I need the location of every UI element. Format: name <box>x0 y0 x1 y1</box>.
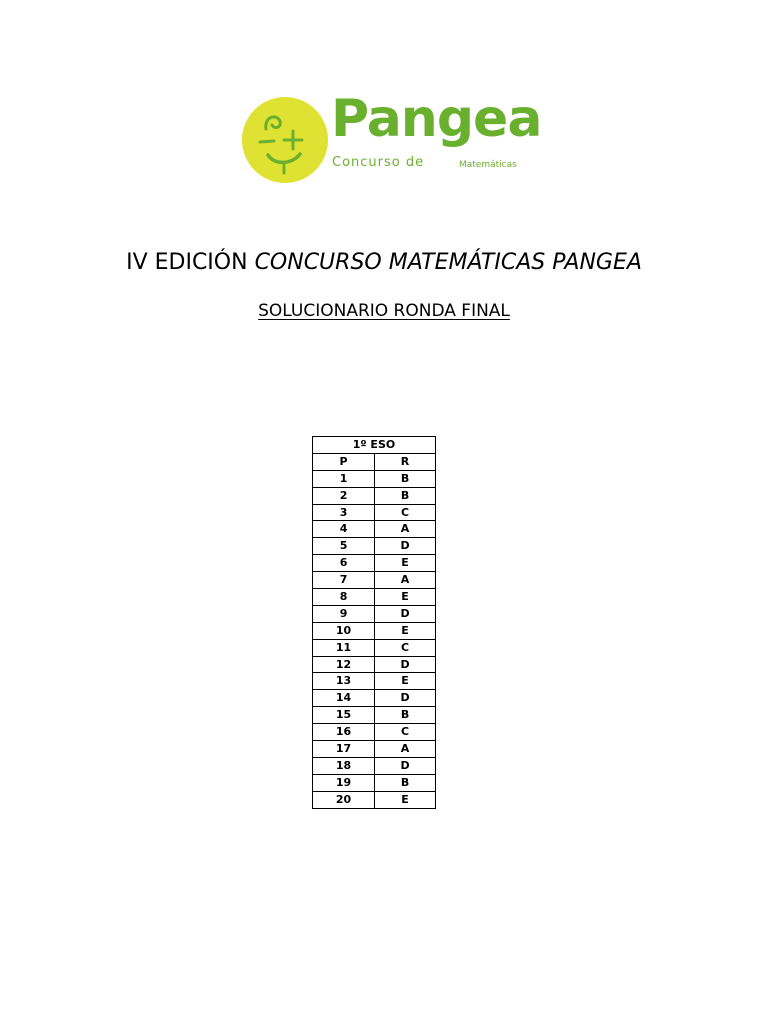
question-number: 17 <box>313 741 375 758</box>
title-prefix: IV EDICIÓN <box>126 250 248 275</box>
answer-letter: B <box>375 707 436 724</box>
title-italic: CONCURSO MATEMÁTICAS PANGEA <box>254 250 642 275</box>
answer-letter: A <box>375 741 436 758</box>
answer-letter: E <box>375 791 436 808</box>
table-row <box>313 504 436 521</box>
table-row <box>313 639 436 656</box>
question-number: 16 <box>313 724 375 741</box>
table-row <box>313 622 436 639</box>
answer-letter: B <box>375 774 436 791</box>
answer-letter: D <box>375 656 436 673</box>
question-number: 10 <box>313 622 375 639</box>
table-row <box>313 487 436 504</box>
answer-letter: C <box>375 504 436 521</box>
question-number: 5 <box>313 538 375 555</box>
table-row <box>313 774 436 791</box>
logo-tagline-part2: Matemáticas <box>459 160 517 170</box>
answer-letter: C <box>375 639 436 656</box>
document-title <box>0 250 768 275</box>
question-number: 19 <box>313 774 375 791</box>
table-row <box>313 538 436 555</box>
logo-face-icon <box>242 97 328 183</box>
answer-rows <box>313 470 436 808</box>
logo-wordmark: Pangea <box>331 89 542 149</box>
answer-letter: B <box>375 470 436 487</box>
table-row <box>313 757 436 774</box>
table-row <box>313 673 436 690</box>
answer-letter: E <box>375 555 436 572</box>
table-row <box>313 589 436 606</box>
table-row <box>313 521 436 538</box>
answer-letter: E <box>375 589 436 606</box>
question-number: 3 <box>313 504 375 521</box>
answer-table <box>312 436 436 809</box>
answer-letter: D <box>375 690 436 707</box>
question-number: 2 <box>313 487 375 504</box>
answer-letter: D <box>375 538 436 555</box>
table-row <box>313 791 436 808</box>
answer-letter: A <box>375 572 436 589</box>
table-row <box>313 707 436 724</box>
column-header-question: P <box>313 453 375 470</box>
table-row <box>313 555 436 572</box>
table-row <box>313 741 436 758</box>
question-number: 14 <box>313 690 375 707</box>
answer-letter: A <box>375 521 436 538</box>
question-number: 13 <box>313 673 375 690</box>
answer-letter: D <box>375 757 436 774</box>
answer-letter: D <box>375 605 436 622</box>
table-row <box>313 470 436 487</box>
question-number: 1 <box>313 470 375 487</box>
pangea-logo <box>240 89 542 185</box>
table-column-header-row <box>313 453 436 470</box>
table-row <box>313 572 436 589</box>
answer-letter: C <box>375 724 436 741</box>
table-row <box>313 690 436 707</box>
document-subtitle: SOLUCIONARIO RONDA FINAL <box>258 301 510 321</box>
table-row <box>313 724 436 741</box>
column-header-answer: R <box>375 453 436 470</box>
table-row <box>313 605 436 622</box>
table-group-header: 1º ESO <box>313 437 436 454</box>
question-number: 20 <box>313 791 375 808</box>
question-number: 6 <box>313 555 375 572</box>
question-number: 8 <box>313 589 375 606</box>
question-number: 11 <box>313 639 375 656</box>
table-group-header-row <box>313 437 436 454</box>
answer-letter: E <box>375 673 436 690</box>
table-row <box>313 656 436 673</box>
question-number: 12 <box>313 656 375 673</box>
question-number: 18 <box>313 757 375 774</box>
question-number: 4 <box>313 521 375 538</box>
answer-letter: E <box>375 622 436 639</box>
logo-tagline-part1: Concurso de <box>332 155 425 170</box>
question-number: 7 <box>313 572 375 589</box>
question-number: 15 <box>313 707 375 724</box>
question-number: 9 <box>313 605 375 622</box>
answer-letter: B <box>375 487 436 504</box>
